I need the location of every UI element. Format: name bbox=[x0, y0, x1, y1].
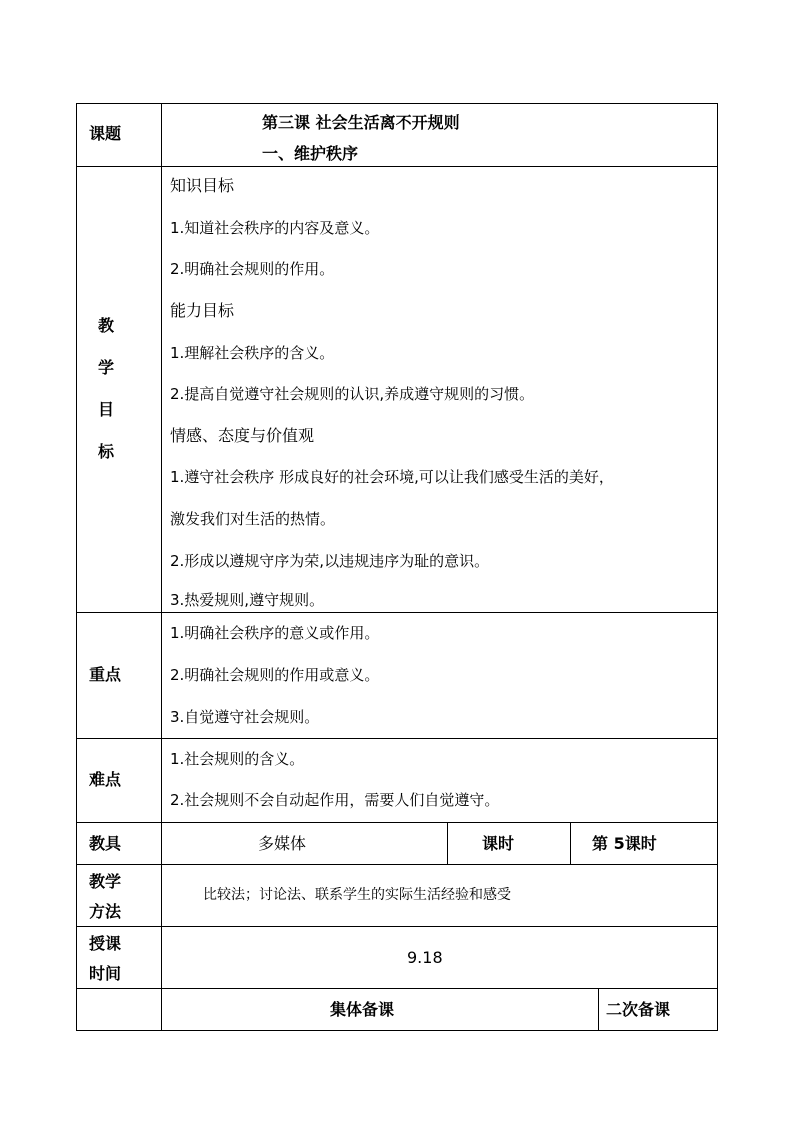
knowledge-item: 1.知道社会秩序的内容及意义。 bbox=[170, 219, 380, 237]
key-points-label: 重点 bbox=[89, 665, 122, 684]
table-border bbox=[717, 103, 718, 1031]
table-border bbox=[161, 103, 162, 1031]
table-border bbox=[76, 822, 718, 823]
objectives-label-char: 目 bbox=[98, 400, 115, 419]
difficulty-item: 1.社会规则的含义。 bbox=[170, 750, 305, 768]
lesson-subtitle: 一、维护秩序 bbox=[262, 144, 359, 163]
objectives-label-char: 教 bbox=[98, 316, 115, 335]
emotion-item: 激发我们对生活的热情。 bbox=[170, 510, 336, 528]
hours-label: 课时 bbox=[482, 834, 515, 853]
table-border bbox=[598, 988, 599, 1031]
table-border bbox=[76, 166, 718, 167]
time-value: 9.18 bbox=[407, 948, 443, 967]
table-border bbox=[76, 103, 718, 104]
lesson-title: 第三课 社会生活离不开规则 bbox=[262, 113, 460, 132]
difficulty-item: 2.社会规则不会自动起作用，需要人们自觉遵守。 bbox=[170, 791, 500, 809]
table-border bbox=[76, 926, 718, 927]
method-value: 比较法；讨论法、联系学生的实际生活经验和感受 bbox=[203, 887, 511, 903]
hours-value: 第 5课时 bbox=[592, 834, 657, 853]
table-border bbox=[447, 822, 448, 865]
objectives-label-char: 标 bbox=[98, 442, 115, 461]
emotion-item: 2.形成以遵规守序为荣,以违规违序为耻的意识。 bbox=[170, 552, 490, 570]
knowledge-item: 2.明确社会规则的作用。 bbox=[170, 260, 335, 278]
emotion-heading: 情感、态度与价值观 bbox=[170, 426, 315, 445]
table-border bbox=[570, 822, 571, 865]
secondary-prep-heading: 二次备课 bbox=[606, 1000, 671, 1019]
table-border bbox=[76, 1030, 718, 1031]
table-border bbox=[76, 103, 77, 1031]
knowledge-heading: 知识目标 bbox=[170, 176, 235, 195]
method-label-line: 教学 bbox=[89, 872, 122, 891]
ability-item: 2.提高自觉遵守社会规则的认识,养成遵守规则的习惯。 bbox=[170, 385, 535, 403]
emotion-item: 1.遵守社会秩序 形成良好的社会环境,可以让我们感受生活的美好， bbox=[170, 468, 614, 486]
ability-item: 1.理解社会秩序的含义。 bbox=[170, 344, 335, 362]
tools-value: 多媒体 bbox=[258, 834, 307, 853]
table-border bbox=[76, 612, 718, 613]
topic-label: 课题 bbox=[89, 124, 122, 143]
collective-prep-heading: 集体备课 bbox=[330, 1000, 395, 1019]
key-point-item: 2.明确社会规则的作用或意义。 bbox=[170, 666, 380, 684]
emotion-item: 3.热爱规则,遵守规则。 bbox=[170, 591, 325, 609]
objectives-label-char: 学 bbox=[98, 358, 115, 377]
table-border bbox=[76, 738, 718, 739]
time-label-line: 授课 bbox=[89, 934, 122, 953]
table-border bbox=[76, 988, 718, 989]
method-label-line: 方法 bbox=[89, 902, 122, 921]
key-point-item: 3.自觉遵守社会规则。 bbox=[170, 708, 320, 726]
difficulties-label: 难点 bbox=[89, 770, 122, 789]
tools-label: 教具 bbox=[89, 834, 122, 853]
key-point-item: 1.明确社会秩序的意义或作用。 bbox=[170, 624, 380, 642]
time-label-line: 时间 bbox=[89, 964, 122, 983]
ability-heading: 能力目标 bbox=[170, 301, 235, 320]
table-border bbox=[76, 864, 718, 865]
